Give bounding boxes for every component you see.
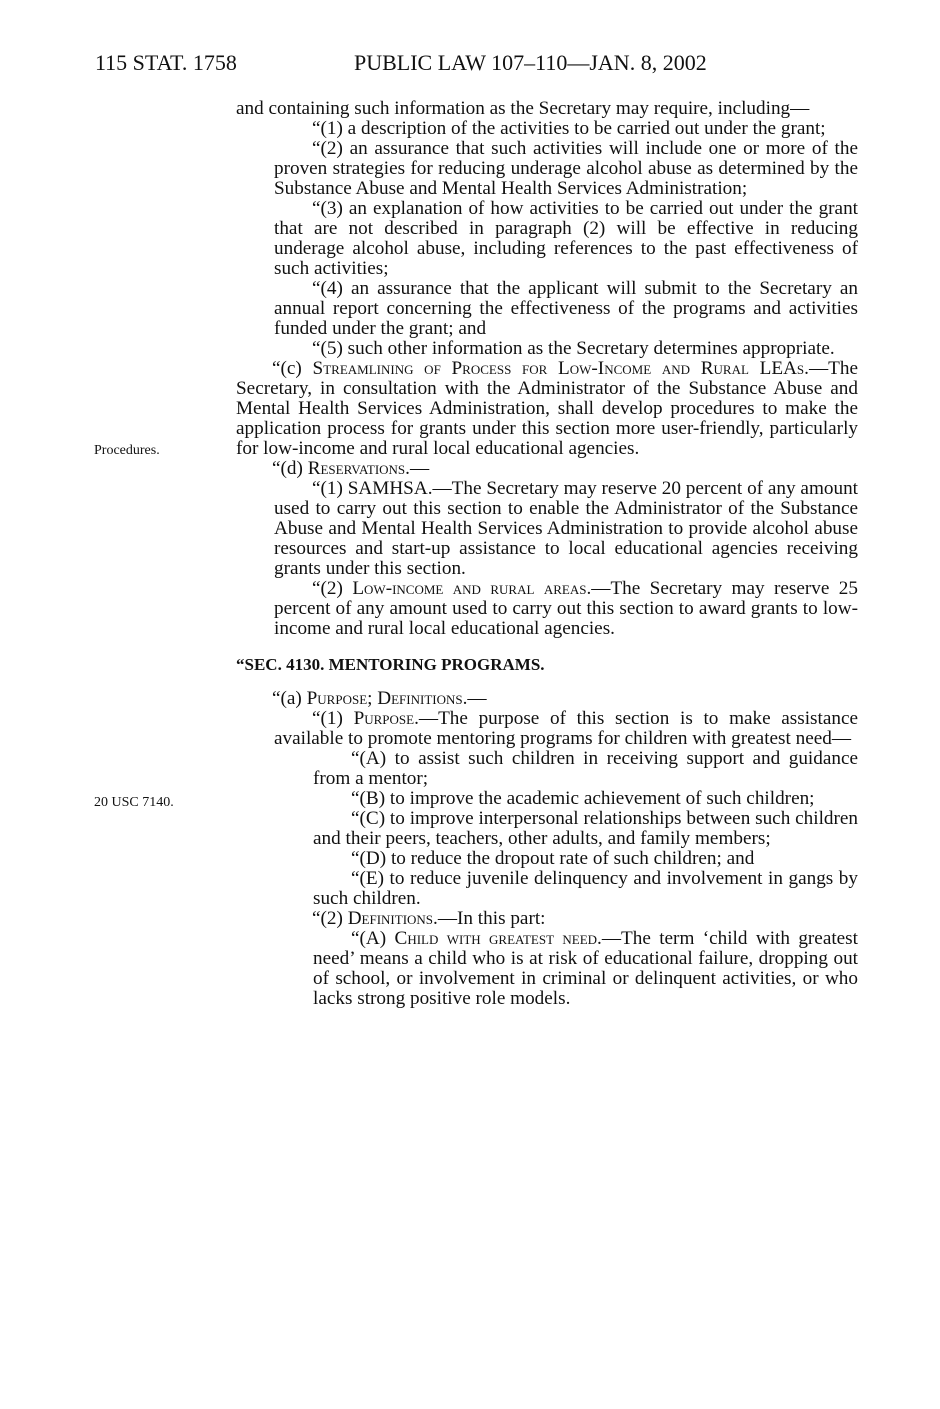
paragraph-a1-heading: Purpose. (353, 708, 419, 729)
paragraph-d1: “(1) SAMHSA.—The Secretary may reserve 20 percent of any amount used to carry out this section to enable the Administrator of the Substance Abuse and Mental Health Services Administration to provide alcohol abuse resources and start-up assistance to local educational agencies receiving grants under this section. (274, 478, 858, 579)
paragraph-4: “(4) an assurance that the applicant will submit to the Secretary an annual report concerning the effectiveness of the programs and activities funded under the grant; and (274, 278, 858, 339)
paragraph-2: “(2) an assurance that such activities will include one or more of the proven strategies for reducing underage alcohol abuse as determined by the Substance Abuse and Mental Health Services Administration; (274, 138, 858, 199)
stat-citation: 115 STAT. 1758 (95, 50, 237, 75)
definition-A-text: —The term ‘child with greatest need’ means a child who is at risk of educational failure, dropping out of school, or involvement in criminal or delinquent activities, or who lacks strong positive role models. (313, 928, 858, 1009)
paragraph-1: “(1) a description of the activities to be carried out under the grant; (312, 118, 826, 139)
subsection-a-heading: Purpose; Definitions. (306, 688, 468, 709)
subsection-d-dash: — (409, 458, 430, 479)
subsection-a (236, 689, 858, 709)
clause-E: “(E) to reduce juvenile delinquency and involvement in gangs by such children. (313, 868, 858, 909)
paragraph-a2-text: —In this part: (437, 908, 546, 929)
page-header (0, 50, 940, 86)
public-law-citation: PUBLIC LAW 107–110—JAN. 8, 2002 (354, 50, 707, 75)
margin-note-procedures: Procedures. (94, 443, 160, 458)
intro-paragraph: and containing such information as the Secretary may require, including— (236, 98, 810, 119)
margin-note-usc: 20 USC 7140. (94, 795, 174, 810)
subsection-d (236, 459, 858, 479)
paragraph-d2-text: —The Secretary may reserve 25 percent of any amount used to carry out this section to award grants to low-income and rural local educational agencies. (274, 578, 858, 639)
paragraph-a1-text: —The purpose of this section is to make assistance available to promote mentoring programs for children with greatest need— (274, 708, 858, 749)
paragraph-a2-heading: Definitions. (347, 908, 438, 929)
paragraph-a2 (236, 909, 858, 929)
subsection-c (236, 359, 858, 459)
subsection-d-heading: Reservations. (307, 458, 410, 479)
paragraph-d2-heading: Low-income and rural areas. (352, 578, 592, 599)
subsection-c-heading: Streamlining of Process for Low-Income and Rural LEAs. (312, 358, 809, 379)
document-body (236, 99, 858, 1009)
paragraph-d2 (236, 579, 858, 639)
clause-B: “(B) to improve the academic achievement of such children; (351, 788, 815, 809)
paragraph-3: “(3) an explanation of how activities to be carried out under the grant that are not described in paragraph (2) will be effective in reducing underage alcohol abuse, including references to the past effectiveness of such activities; (274, 198, 858, 279)
subsection-d-prefix: “(d) (272, 458, 308, 479)
paragraph-a1 (236, 709, 858, 749)
subsection-a-prefix: “(a) (272, 688, 307, 709)
definition-A-heading: Child with greatest need. (394, 928, 602, 949)
subsection-a-dash: — (467, 688, 487, 709)
clause-C: “(C) to improve interpersonal relationships between such children and their peers, teachers, other adults, and family members; (313, 808, 858, 849)
section-heading: “SEC. 4130. MENTORING PROGRAMS. (236, 655, 545, 674)
clause-D: “(D) to reduce the dropout rate of such children; and (351, 848, 755, 869)
paragraph-a2-prefix: “(2) (312, 908, 348, 929)
paragraph-5: “(5) such other information as the Secretary determines appropriate. (312, 338, 835, 359)
paragraph-d2-prefix: “(2) (312, 578, 353, 599)
definition-A-prefix: “(A) (351, 928, 395, 949)
paragraph-a1-prefix: “(1) (312, 708, 354, 729)
definition-A (236, 929, 858, 1009)
clause-A: “(A) to assist such children in receiving support and guidance from a mentor; (313, 748, 858, 789)
subsection-c-prefix: “(c) (272, 358, 313, 379)
subsection-c-text: —The Secretary, in consultation with the Administrator of the Substance Abuse and Mental Health Services Administration, shall develop procedures to make the application process for grants under this section more user-friendly, particularly for low-income and rural local educational agencies. (236, 358, 858, 459)
